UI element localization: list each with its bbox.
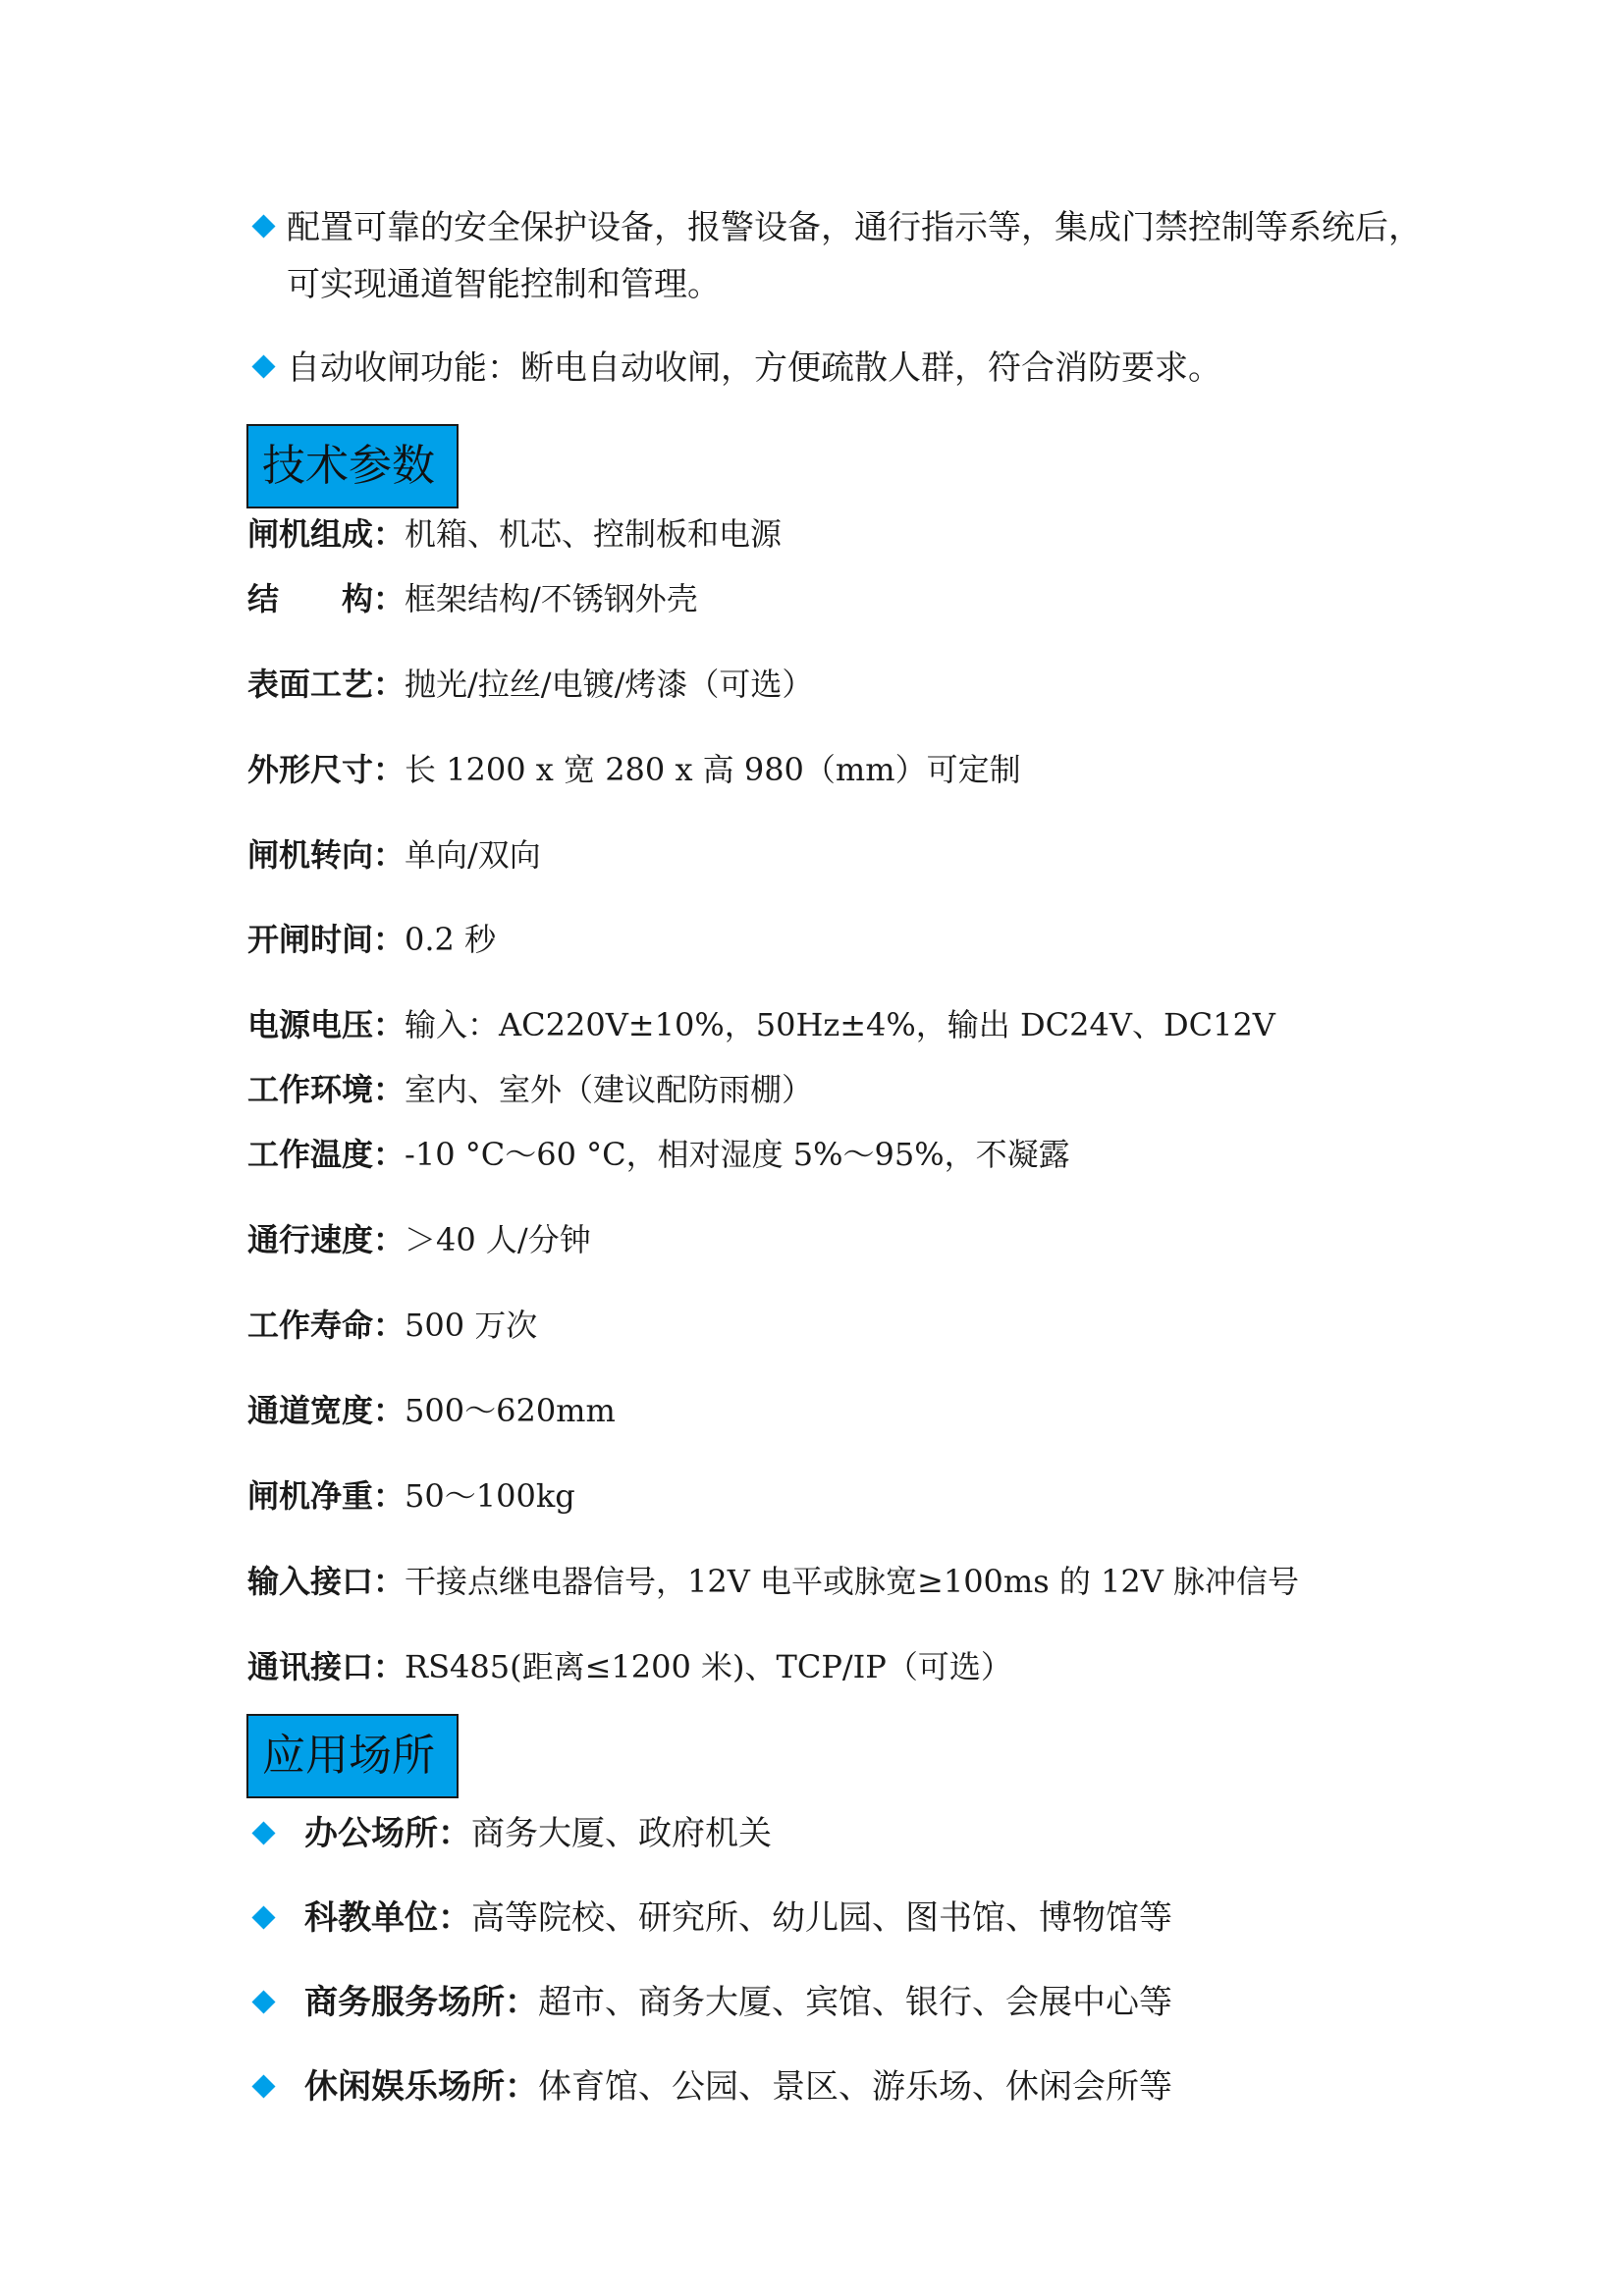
param-label: 开闸时间： xyxy=(247,921,406,958)
venue-row xyxy=(304,1898,1172,1938)
param-row xyxy=(247,1476,575,1516)
param-value: 500～620mm xyxy=(405,1392,616,1429)
venue-value: 体育馆、公园、景区、游乐场、休闲会所等 xyxy=(538,2067,1172,2107)
param-value: 机箱、机芯、控制板和电源 xyxy=(405,515,783,553)
param-label: 闸机组成： xyxy=(247,515,406,553)
param-label: 通讯接口： xyxy=(247,1648,406,1685)
venue-value: 超市、商务大厦、宾馆、银行、会展中心等 xyxy=(538,1983,1172,2022)
venue-label: 商务服务场所： xyxy=(304,1983,538,2022)
param-row xyxy=(247,1135,1070,1174)
param-value: 输入：AC220V±10%，50Hz±4%，输出 DC24V、DC12V xyxy=(405,1006,1275,1043)
feature-text-continued: 可实现通道智能控制和管理。 xyxy=(287,265,721,304)
param-row xyxy=(247,514,782,554)
param-value: 抛光/拉丝/电镀/烤漆（可选） xyxy=(405,666,814,703)
param-row xyxy=(247,1562,1299,1601)
param-value: RS485(距离≤1200 米)、TCP/IP（可选） xyxy=(405,1648,1012,1685)
param-value: 室内、室外（建议配防雨棚） xyxy=(405,1071,814,1108)
param-row xyxy=(247,1391,616,1430)
param-label: 工作温度： xyxy=(247,1136,406,1173)
param-value: 500 万次 xyxy=(405,1307,538,1344)
param-value: 50～100kg xyxy=(405,1477,575,1515)
param-value: ＞40 人/分钟 xyxy=(405,1221,591,1258)
param-value: 框架结构/不锈钢外壳 xyxy=(405,580,698,617)
venue-label: 办公场所： xyxy=(304,1814,471,1853)
section-heading-tech xyxy=(246,424,459,508)
param-row xyxy=(247,835,541,875)
diamond-bullet-icon xyxy=(251,1905,275,1929)
venue-value: 高等院校、研究所、幼儿园、图书馆、博物馆等 xyxy=(471,1898,1172,1938)
param-row xyxy=(247,920,496,959)
param-value: 0.2 秒 xyxy=(405,921,497,958)
param-label: 表面工艺： xyxy=(247,666,406,703)
venue-label: 休闲娱乐场所： xyxy=(304,2067,538,2107)
venue-label: 科教单位： xyxy=(304,1898,471,1938)
venue-value: 商务大厦、政府机关 xyxy=(471,1814,772,1853)
diamond-bullet-icon xyxy=(251,1821,275,1844)
param-label: 工作寿命： xyxy=(247,1307,406,1344)
section-title: 应用场所 xyxy=(262,1731,435,1781)
param-row xyxy=(247,750,1021,789)
venue-row xyxy=(304,1814,772,1853)
feature-text: 配置可靠的安全保护设备，报警设备，通行指示等，集成门禁控制等系统后， xyxy=(287,208,1422,247)
param-label: 通行速度： xyxy=(247,1221,406,1258)
section-heading-venues xyxy=(246,1714,459,1798)
param-label: 工作环境： xyxy=(247,1071,406,1108)
param-label: 闸机转向： xyxy=(247,836,406,874)
section-title: 技术参数 xyxy=(262,441,435,491)
param-row xyxy=(247,1306,537,1345)
param-label: 输入接口： xyxy=(247,1563,406,1600)
param-value: 长 1200 x 宽 280 x 高 980（mm）可定制 xyxy=(405,751,1021,788)
diamond-bullet-icon xyxy=(251,214,275,238)
venue-row xyxy=(304,1983,1172,2022)
param-value: -10 °C～60 °C，相对湿度 5%～95%，不凝露 xyxy=(405,1136,1070,1173)
param-value: 干接点继电器信号，12V 电平或脉宽≥100ms 的 12V 脉冲信号 xyxy=(405,1563,1300,1600)
feature-text: 自动收闸功能：断电自动收闸，方便疏散人群，符合消防要求。 xyxy=(287,348,1221,388)
param-row xyxy=(247,665,813,704)
param-row xyxy=(247,1070,813,1109)
param-value: 单向/双向 xyxy=(405,836,541,874)
param-label: 闸机净重： xyxy=(247,1477,406,1515)
param-label: 电源电压： xyxy=(247,1006,406,1043)
param-row xyxy=(247,1647,1012,1686)
param-label: 外形尺寸： xyxy=(247,751,406,788)
diamond-bullet-icon xyxy=(251,1990,275,2013)
param-label: 通道宽度： xyxy=(247,1392,406,1429)
param-label: 结 构： xyxy=(247,580,406,617)
param-row xyxy=(247,1005,1275,1044)
param-row xyxy=(247,579,698,618)
param-row xyxy=(247,1220,591,1259)
venue-row xyxy=(304,2067,1172,2107)
diamond-bullet-icon xyxy=(251,2074,275,2098)
diamond-bullet-icon xyxy=(251,354,275,378)
